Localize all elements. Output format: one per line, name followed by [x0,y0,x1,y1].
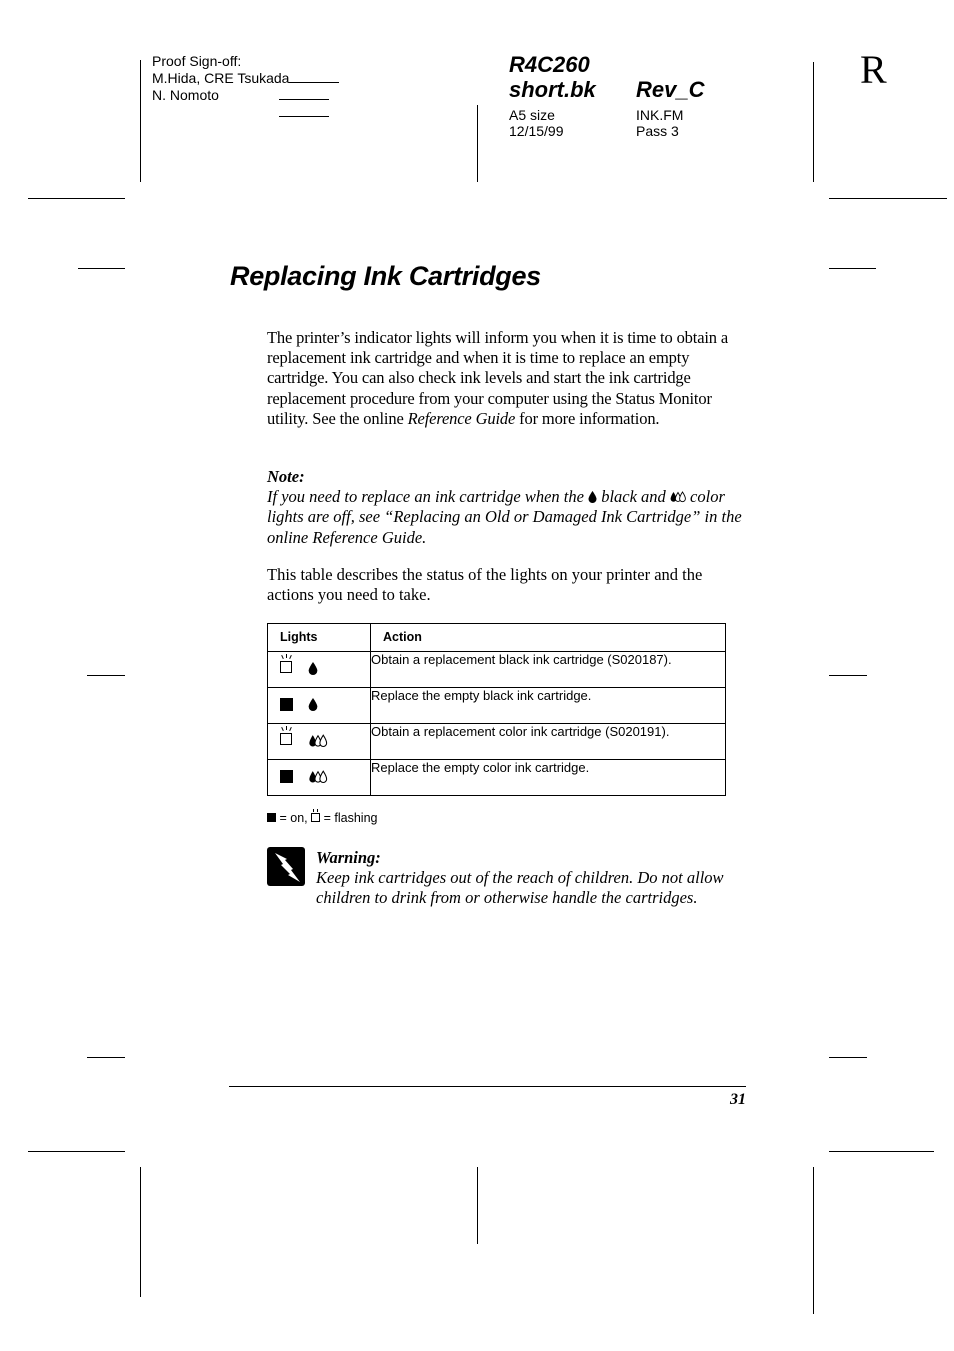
table-intro: This table describes the status of the lights on your printer and the actions you need to take. [267,565,703,605]
crop-mark [829,198,947,199]
flash-ray [289,727,292,731]
table-row [268,724,726,760]
crop-mark [813,62,814,182]
table-legend [267,810,377,826]
light-on-icon [280,698,293,711]
column-header-lights: Lights [268,624,371,652]
flash-ray [286,654,287,658]
crop-mark [829,1151,934,1152]
light-flashing-icon [280,733,292,745]
intro-text-end: for more information. [515,408,660,428]
crop-mark [87,1057,125,1058]
lightning-bolt-icon [267,847,305,886]
note-text: black and [597,487,670,507]
warning-block [316,848,756,909]
lights-cell [268,688,371,724]
crop-mark [140,1167,141,1297]
header-code: R4C260 [509,52,590,77]
flash-ray [281,727,284,731]
black-ink-icon [588,491,597,503]
table-row [268,688,726,724]
action-cell: Replace the empty black ink cartridge. [371,688,726,724]
light-on-icon [280,770,293,783]
crop-mark [140,60,141,182]
header-rev: Rev_C [636,77,705,102]
crop-mark [477,105,478,182]
flash-ray [289,655,292,659]
lights-cell [268,652,371,688]
color-ink-icon [308,770,328,784]
table-row [268,760,726,796]
crop-mark [829,675,867,676]
flash-ray [281,655,284,659]
lights-cell [268,760,371,796]
column-header-action: Action [371,624,726,652]
page-title: Replacing Ink Cartridges [230,261,541,291]
flash-ray [286,726,287,730]
crop-mark [28,198,125,199]
note-text: If you need to replace an ink cartridge when the [267,487,589,507]
page-number: 31 [730,1091,746,1108]
signature-blank [279,87,329,100]
note-body [267,487,745,548]
header-book: short.bk [509,77,596,102]
signature-blank [289,70,339,83]
crop-mark [477,1167,478,1244]
action-cell: Replace the empty color ink cartridge. [371,760,726,796]
crop-mark [87,675,125,676]
footer-rule [229,1086,746,1087]
note-text: color lights are off, see “Replacing an Old or Damaged Ink Cartridge” in the online Reference Guide. [267,487,742,547]
proof-signoff [152,53,339,121]
lights-cell [268,724,371,760]
intro-text: The printer’s indicator lights will inform you when it is time to obtain a replacement ink cartridge and when it is time to replace an empty cartridge. You can also check ink levels and start the ink cartridge replacement procedure from your computer using the Status Monitor utility. See the online [267,328,729,428]
crop-mark [829,1057,867,1058]
table-row [268,652,726,688]
crop-mark [829,268,876,269]
proof-label: Proof Sign-off: [152,53,242,69]
warning-label: Warning: [316,848,381,867]
black-ink-icon [308,698,318,711]
section-letter: R [860,47,887,92]
lights-table [267,623,726,796]
table-header-row [268,624,726,652]
proof-line-1: M.Hida, CRE Tsukada [152,70,290,86]
legend-flashing-text: = flashing [323,811,378,825]
proof-line-2: N. Nomoto [152,87,219,103]
signature-blank [279,104,329,117]
action-cell: Obtain a replacement black ink cartridge (S020187). [371,652,726,688]
header-file: INK.FM [636,107,684,123]
warning-text: Keep ink cartridges out of the reach of children. Do not allow children to drink from or otherwise handle the cartridges. [316,868,724,908]
action-cell: Obtain a replacement color ink cartridge (S020191). [371,724,726,760]
light-flashing-icon [280,661,292,673]
note-label: Note: [267,467,305,486]
color-ink-icon [670,491,686,503]
legend-on-text: = on, [279,811,308,825]
crop-mark [78,268,125,269]
header-pass: Pass 3 [636,123,679,139]
warning-icon [267,847,305,886]
note-block [267,467,745,548]
crop-mark [28,1151,125,1152]
color-ink-icon [308,734,328,748]
header-date: 12/15/99 [509,123,564,139]
black-ink-icon [308,662,318,675]
header-size: A5 size [509,107,555,123]
crop-mark [813,1167,814,1314]
legend-flashing-icon [311,813,320,822]
intro-paragraph [267,328,745,429]
reference-guide-link-text: Reference Guide [407,408,516,428]
legend-on-icon [267,813,276,822]
